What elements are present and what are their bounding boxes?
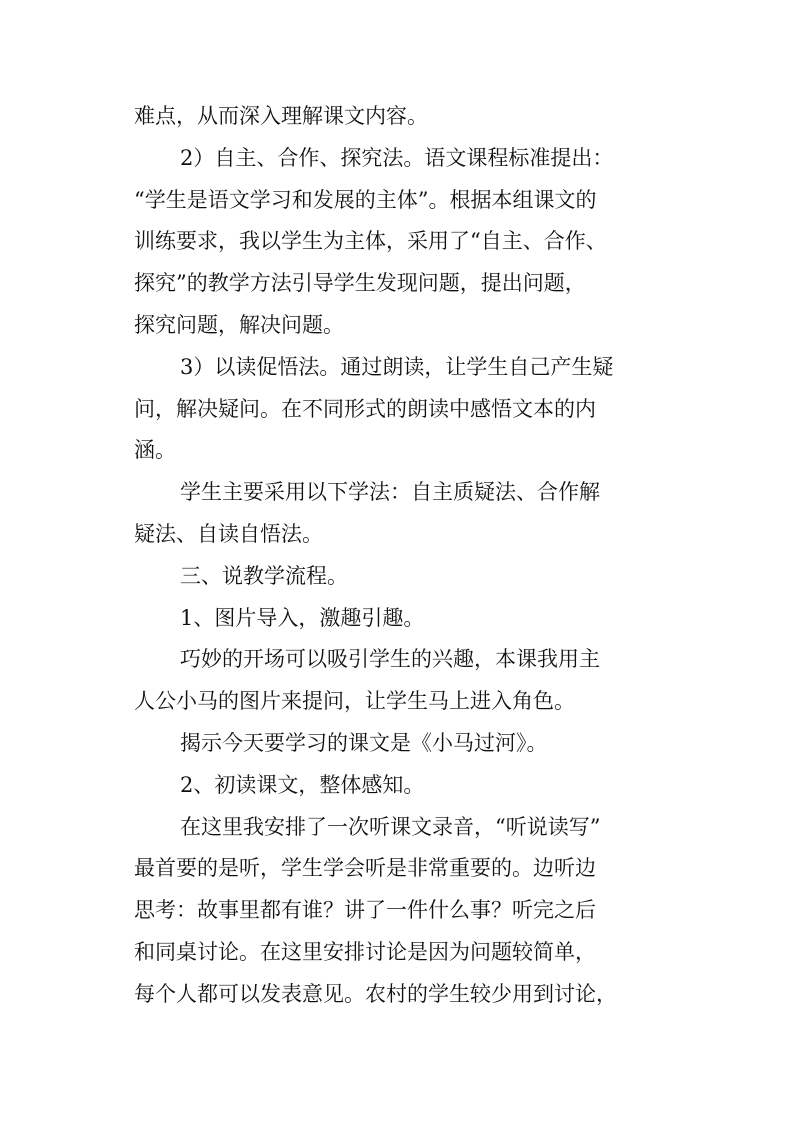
text-line: “学生是语文学习和发展的主体”。根据本组课文的 xyxy=(134,187,597,212)
text-line: 疑法、自读自悟法。 xyxy=(134,521,323,546)
body-text xyxy=(134,96,664,1016)
paragraph-first-line: 揭示今天要学习的课文是《小马过河》。 xyxy=(180,730,548,755)
paragraph-first-line: 学生主要采用以下学法：自主质疑法、合作解 xyxy=(180,480,600,505)
text-line: 人公小马的图片来提问，让学生马上进入角色。 xyxy=(134,689,575,714)
step-heading: 1、图片导入，激趣引趣。 xyxy=(180,605,425,630)
text-line: 每个人都可以发表意见。农村的学生较少用到讨论， xyxy=(134,981,617,1006)
paragraph-first-line: 巧妙的开场可以吸引学生的兴趣，本课我用主 xyxy=(180,647,600,672)
text-line: 和同桌讨论。在这里安排讨论是因为问题较简单， xyxy=(134,939,596,964)
text-line: 训练要求，我以学生为主体，采用了“自主、合作、 xyxy=(134,229,607,254)
step-heading: 2、初读课文，整体感知。 xyxy=(180,772,425,797)
paragraph-first-line: 3）以读促悟法。通过朗读，让学生自己产生疑 xyxy=(180,354,614,379)
text-line: 思考：故事里都有谁？讲了一件什么事？听完之后 xyxy=(134,898,596,923)
paragraph-first-line: 在这里我安排了一次听课文录音，“听说读写” xyxy=(180,814,601,839)
text-line: 问，解决疑问。在不同形式的朗读中感悟文本的内 xyxy=(134,396,596,421)
text-line: 最首要的是听，学生学会听是非常重要的。边听边 xyxy=(134,856,596,881)
text-line: 涵。 xyxy=(134,438,176,463)
paragraph-first-line: 2）自主、合作、探究法。语文课程标准提出： xyxy=(180,145,614,170)
text-line: 探究问题，解决问题。 xyxy=(134,312,344,337)
text-line: 探究”的教学方法引导学生发现问题，提出问题， xyxy=(134,271,586,296)
text-line: 难点，从而深入理解课文内容。 xyxy=(134,104,428,128)
section-heading: 三、说教学流程。 xyxy=(180,563,348,588)
